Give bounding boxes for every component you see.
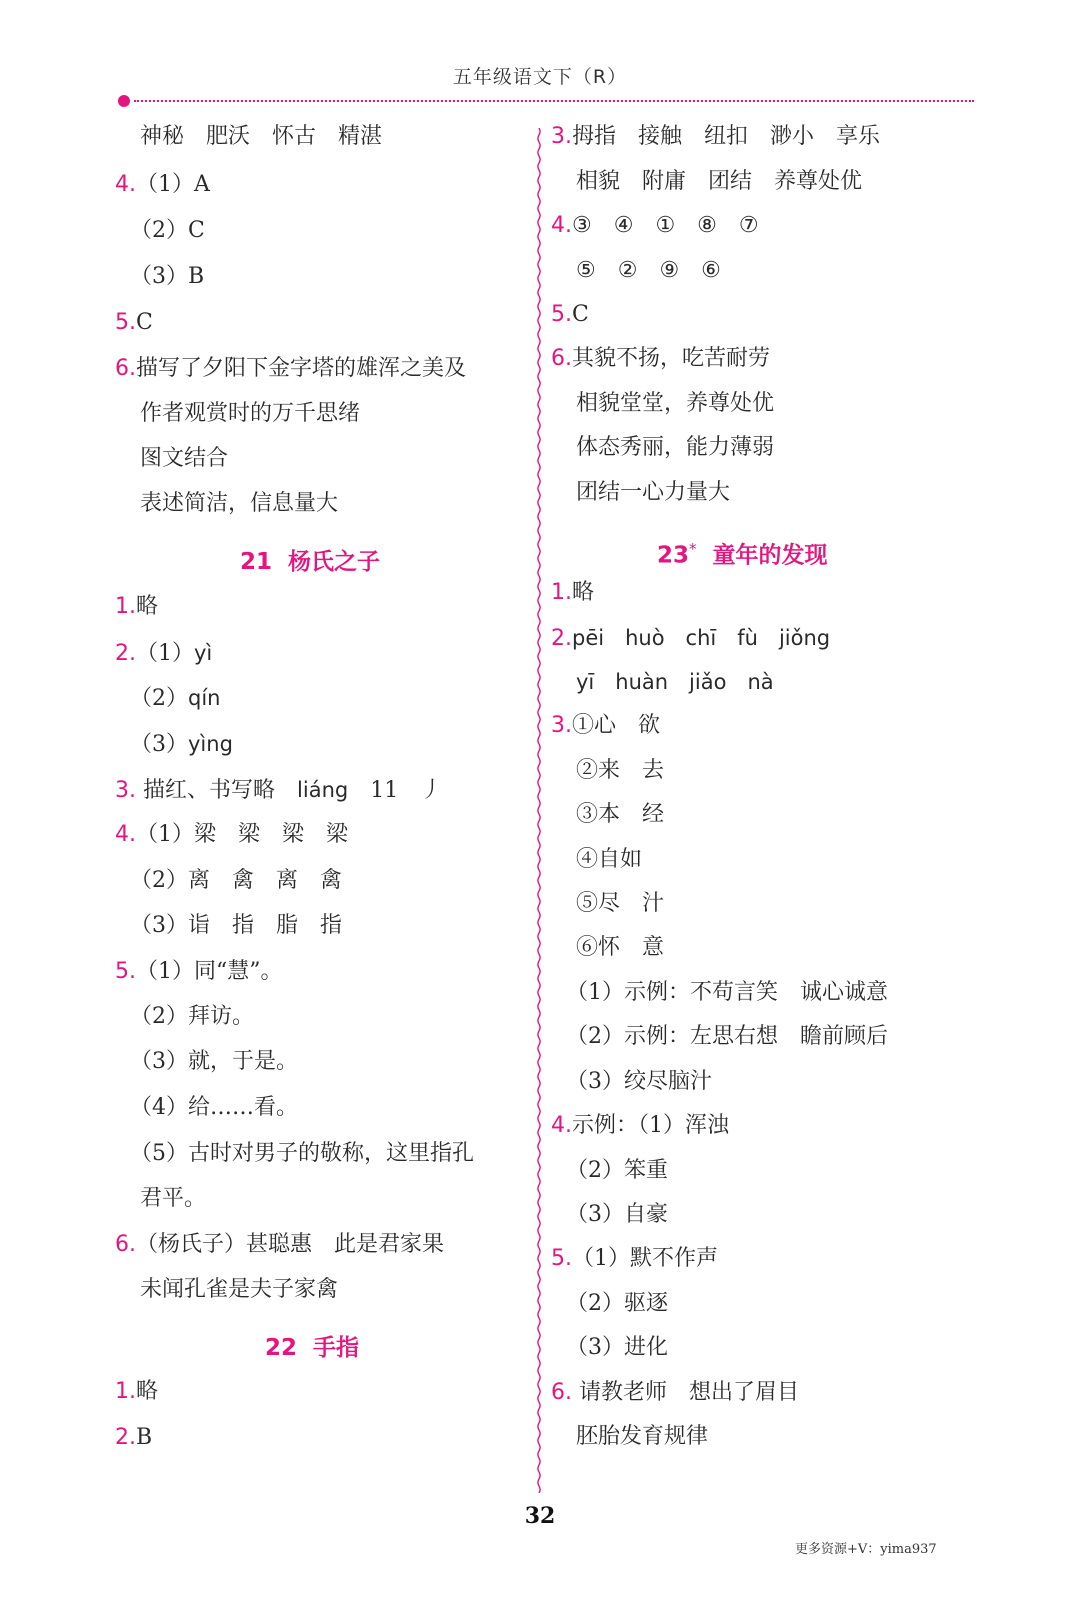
answer-line: 体态秀丽，能力薄弱 bbox=[576, 435, 775, 460]
question-number: 6. bbox=[115, 1232, 136, 1257]
question-number: 5. bbox=[551, 302, 572, 327]
question-number: 4. bbox=[115, 172, 136, 197]
answer-text: （1）默不作声 bbox=[572, 1246, 718, 1271]
footer-note: 更多资源+V：yima937 bbox=[795, 1542, 937, 1557]
answer-line bbox=[130, 683, 220, 713]
answer-text: B bbox=[136, 1425, 153, 1450]
answer-line: 相貌堂堂，养尊处优 bbox=[576, 391, 775, 416]
answer-text: 略 bbox=[572, 580, 595, 605]
answer-line: yī huàn jiǎo nà bbox=[576, 670, 774, 694]
question-2 bbox=[551, 623, 830, 653]
question-6 bbox=[115, 354, 466, 384]
question-number: 5. bbox=[551, 1246, 572, 1271]
answer-text: 略 bbox=[136, 594, 159, 619]
page-number: 32 bbox=[524, 1503, 556, 1529]
question-number: 6. bbox=[115, 356, 136, 381]
answer-text: 拇指 接触 纽扣 渺小 享乐 bbox=[572, 124, 881, 149]
question-4 bbox=[115, 170, 210, 200]
question-1 bbox=[551, 578, 594, 608]
section-name: 童年的发现 bbox=[696, 542, 828, 569]
section-title-23 bbox=[657, 534, 828, 571]
question-2 bbox=[115, 638, 212, 668]
question-6 bbox=[551, 344, 770, 374]
pinyin: liáng bbox=[297, 778, 349, 802]
answer-line: ③本 经 bbox=[576, 802, 665, 827]
answer-label: （2） bbox=[130, 686, 188, 711]
answer-text: 其貌不扬，吃苦耐劳 bbox=[572, 346, 771, 371]
question-6 bbox=[115, 1230, 444, 1260]
answer-line: （3）就，于是。 bbox=[130, 1049, 298, 1074]
answer-line: ④自如 bbox=[576, 847, 643, 872]
answer-line: ⑤ ② ⑨ ⑥ bbox=[576, 258, 721, 283]
answer-line: 君平。 bbox=[140, 1186, 207, 1211]
answer-text: C bbox=[572, 302, 589, 327]
answer-text: 11 丿 bbox=[370, 778, 443, 803]
answer-line: （2）拜访。 bbox=[130, 1004, 254, 1029]
question-number: 5. bbox=[115, 959, 136, 984]
page-header: 五年级语文下（R） bbox=[452, 66, 628, 88]
pinyin: yìng bbox=[188, 732, 233, 756]
answer-text: ①心 欲 bbox=[572, 713, 661, 738]
question-number: 6. bbox=[551, 1380, 572, 1405]
answer-line: （5）古时对男子的敬称，这里指孔 bbox=[130, 1141, 474, 1166]
answer-line: （2）示例：左思右想 瞻前顾后 bbox=[566, 1024, 888, 1049]
pinyin: qín bbox=[188, 686, 221, 710]
answer-line: 相貌 附庸 团结 养尊处优 bbox=[576, 169, 863, 194]
answer-line: （2）笨重 bbox=[566, 1158, 668, 1183]
answer-text: （杨氏子）甚聪惠 此是君家果 bbox=[136, 1232, 445, 1257]
question-number: 4. bbox=[551, 1113, 572, 1138]
question-4 bbox=[551, 211, 759, 241]
question-number: 3. bbox=[551, 124, 572, 149]
question-number: 4. bbox=[115, 822, 136, 847]
answer-line: （3）诣 指 脂 指 bbox=[130, 913, 342, 938]
question-number: 3. bbox=[551, 713, 572, 738]
answer-line bbox=[130, 729, 233, 759]
question-number: 2. bbox=[115, 641, 136, 666]
section-title-22: 22 手指 bbox=[265, 1335, 360, 1361]
question-number: 1. bbox=[115, 1379, 136, 1404]
question-3 bbox=[551, 711, 660, 741]
question-number: 1. bbox=[551, 580, 572, 605]
answer-text: ③ ④ ① ⑧ ⑦ bbox=[572, 213, 759, 238]
answer-line: （3）绞尽脑汁 bbox=[566, 1069, 712, 1094]
answer-text: （1）A bbox=[136, 172, 210, 197]
answer-line: ⑤尽 汁 bbox=[576, 891, 665, 916]
answer-line: （3）自豪 bbox=[566, 1202, 668, 1227]
question-1 bbox=[115, 1377, 158, 1407]
answer-label: （1） bbox=[136, 641, 194, 666]
answer-line: 表述简洁，信息量大 bbox=[140, 491, 339, 516]
answer-text: C bbox=[136, 310, 153, 335]
question-4 bbox=[551, 1111, 729, 1141]
header-dot bbox=[118, 95, 130, 107]
section-title-21: 21 杨氏之子 bbox=[240, 549, 381, 575]
question-6 bbox=[551, 1378, 799, 1408]
question-number: 5. bbox=[115, 310, 136, 335]
answer-line: 作者观赏时的万千思绪 bbox=[140, 401, 361, 426]
answer-line: 团结一心力量大 bbox=[576, 480, 731, 505]
question-number: 2. bbox=[115, 1425, 136, 1450]
answer-line: 未闻孔雀是夫子家禽 bbox=[140, 1277, 339, 1302]
optional-mark: * bbox=[689, 540, 697, 558]
answer-line: （3）B bbox=[130, 264, 205, 289]
answer-line: ②来 去 bbox=[576, 758, 665, 783]
question-3 bbox=[115, 775, 442, 805]
answer-text: 示例：（1）浑浊 bbox=[572, 1113, 729, 1138]
question-2 bbox=[115, 1423, 152, 1453]
header-rule bbox=[134, 100, 974, 102]
question-number: 4. bbox=[551, 213, 572, 238]
question-1 bbox=[115, 592, 158, 622]
answer-line: 图文结合 bbox=[140, 446, 229, 471]
answer-line: （2）驱逐 bbox=[566, 1291, 668, 1316]
answer-text: （1）同“慧”。 bbox=[136, 959, 283, 984]
question-number: 3. bbox=[115, 778, 136, 803]
answer-line: （3）进化 bbox=[566, 1335, 668, 1360]
answer-line: （2）C bbox=[130, 218, 205, 243]
pinyin: yì bbox=[194, 641, 213, 665]
answer-line: （2）离 禽 离 禽 bbox=[130, 868, 342, 893]
answer-text: 描红、书写略 bbox=[143, 778, 276, 803]
answer-text: 略 bbox=[136, 1379, 159, 1404]
pinyin: pēi huò chī fù jiǒng bbox=[572, 626, 831, 650]
question-5 bbox=[551, 300, 589, 330]
section-number: 23 bbox=[657, 542, 690, 569]
answer-line: ⑥怀 意 bbox=[576, 935, 665, 960]
answer-line: 胚胎发育规律 bbox=[576, 1424, 709, 1449]
answer-text: （1）梁 梁 梁 梁 bbox=[136, 822, 348, 847]
question-4 bbox=[115, 820, 348, 850]
answer-line: （4）给……看。 bbox=[130, 1095, 298, 1120]
question-5 bbox=[115, 957, 283, 987]
answer-line: 神秘 肥沃 怀古 精湛 bbox=[140, 124, 383, 149]
question-number: 6. bbox=[551, 346, 572, 371]
question-3 bbox=[551, 122, 880, 152]
column-divider bbox=[533, 128, 545, 1493]
question-number: 2. bbox=[551, 626, 572, 651]
answer-text: 请教老师 想出了眉目 bbox=[579, 1380, 800, 1405]
question-number: 1. bbox=[115, 594, 136, 619]
question-5 bbox=[115, 308, 153, 338]
answer-label: （3） bbox=[130, 732, 188, 757]
answer-line: （1）示例：不苟言笑 诚心诚意 bbox=[566, 980, 888, 1005]
question-5 bbox=[551, 1244, 718, 1274]
answer-text: 描写了夕阳下金字塔的雄浑之美及 bbox=[136, 356, 467, 381]
